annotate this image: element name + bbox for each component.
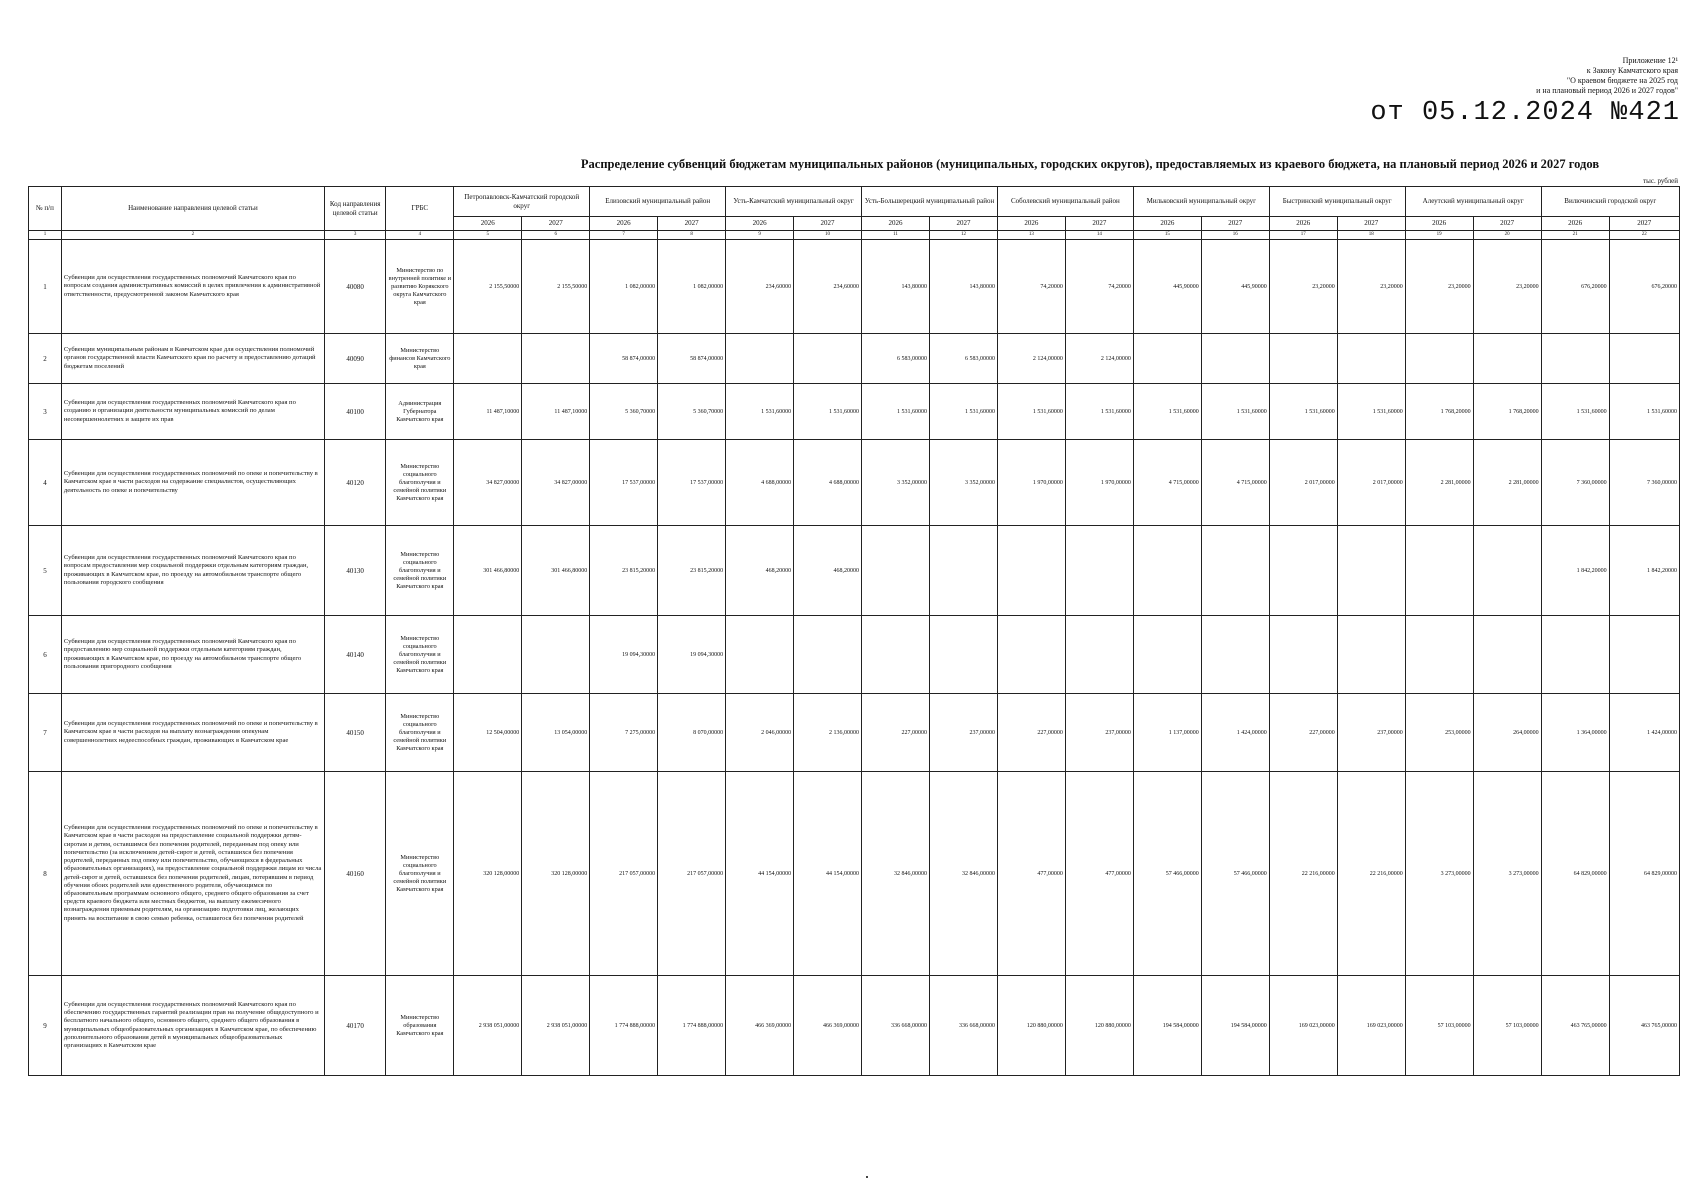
row-value: 57 466,00000 [1133, 772, 1201, 976]
appendix-line: Приложение 12¹ [1622, 56, 1678, 65]
row-value: 2 938 051,00000 [454, 976, 522, 1076]
row-value: 2 017,00000 [1269, 440, 1337, 526]
row-value: 8 070,00000 [658, 694, 726, 772]
header-year: 2027 [1201, 217, 1269, 231]
row-value: 237,00000 [929, 694, 997, 772]
row-value: 2 155,50000 [522, 240, 590, 334]
row-value: 2 281,00000 [1473, 440, 1541, 526]
row-value: 227,00000 [997, 694, 1065, 772]
row-value: 1 531,60000 [1269, 384, 1337, 440]
row-value [1337, 616, 1405, 694]
row-value: 2 046,00000 [726, 694, 794, 772]
row-value: 1 364,00000 [1541, 694, 1609, 772]
row-value [726, 334, 794, 384]
row-code: 40170 [324, 976, 385, 1076]
row-value: 19 094,30000 [590, 616, 658, 694]
column-number: 8 [658, 231, 726, 240]
row-number: 1 [29, 240, 62, 334]
row-value: 1 774 888,00000 [590, 976, 658, 1076]
row-value [454, 334, 522, 384]
row-name: Субвенции для осуществления государственных полномочий по опеке и попечительству в Камчатском крае в части расходов на содержание специалистов, осуществляющих деятельность по опеке и попечительству [61, 440, 324, 526]
row-code: 40160 [324, 772, 385, 976]
row-value: 34 827,00000 [522, 440, 590, 526]
row-value [522, 334, 590, 384]
column-number: 13 [997, 231, 1065, 240]
row-value: 1 842,20000 [1541, 526, 1609, 616]
header-year: 2027 [794, 217, 862, 231]
row-value [1405, 334, 1473, 384]
appendix-line: "О краевом бюджете на 2025 год [1566, 76, 1678, 85]
row-value: 23,20000 [1473, 240, 1541, 334]
row-value: 57 103,00000 [1473, 976, 1541, 1076]
row-value: 1 531,60000 [1133, 384, 1201, 440]
row-value: 64 829,00000 [1541, 772, 1609, 976]
row-value: 58 874,00000 [658, 334, 726, 384]
appendix-line: и на плановый период 2026 и 2027 годов" [1536, 86, 1678, 95]
row-value: 7 360,00000 [1609, 440, 1679, 526]
row-value [862, 526, 930, 616]
column-number: 6 [522, 231, 590, 240]
column-number: 17 [1269, 231, 1337, 240]
table-row [29, 616, 1680, 694]
row-value: 64 829,00000 [1609, 772, 1679, 976]
row-value: 13 054,00000 [522, 694, 590, 772]
row-value: 58 874,00000 [590, 334, 658, 384]
row-grbs: Министерство образования Камчатского края [386, 976, 454, 1076]
row-value [997, 526, 1065, 616]
row-value [794, 616, 862, 694]
row-value: 23,20000 [1405, 240, 1473, 334]
row-value: 2 124,00000 [1065, 334, 1133, 384]
header-year: 2026 [862, 217, 930, 231]
row-value: 32 846,00000 [862, 772, 930, 976]
row-value: 5 360,70000 [658, 384, 726, 440]
column-number: 21 [1541, 231, 1609, 240]
column-number: 11 [862, 231, 930, 240]
row-number: 8 [29, 772, 62, 976]
row-value: 4 715,00000 [1201, 440, 1269, 526]
row-code: 40090 [324, 334, 385, 384]
row-value: 1 531,60000 [929, 384, 997, 440]
row-value: 143,80000 [862, 240, 930, 334]
row-name: Субвенции для осуществления государственных полномочий Камчатского края по обеспечению государственных гарантий реализации прав на получение общедоступного и бесплатного начального общего, основного общего, среднего общего образования в муниципальных общеобразовательных организациях в Камчатском крае, по обеспечению дополнительного образования детей в муниципальных общеобразовательных организациях в Камчатском крае [61, 976, 324, 1076]
row-value: 320 128,00000 [454, 772, 522, 976]
row-value: 7 275,00000 [590, 694, 658, 772]
row-value: 234,60000 [726, 240, 794, 334]
table-row [29, 526, 1680, 616]
row-name: Субвенции для осуществления государственных полномочий по опеке и попечительству в Камчатском крае в части расходов на выплату вознаграждения опекунам совершеннолетних недееспособных граждан, проживающих в Камчатском крае [61, 694, 324, 772]
header-district: Вилючинский городской округ [1541, 187, 1679, 217]
document-title: Распределение субвенций бюджетам муниципальных районов (муниципальных, городских округов), предоставляемых из краевого бюджета, на плановый период 2026 и 2027 годов [580, 157, 1600, 171]
column-number: 3 [324, 231, 385, 240]
row-value [1473, 334, 1541, 384]
row-value: 5 360,70000 [590, 384, 658, 440]
row-value: 2 136,00000 [794, 694, 862, 772]
row-grbs: Министерство социального благополучия и семейной политики Камчатского края [386, 616, 454, 694]
row-value: 1 531,60000 [1609, 384, 1679, 440]
row-value: 1 531,60000 [862, 384, 930, 440]
header-year: 2026 [1133, 217, 1201, 231]
row-value: 4 688,00000 [726, 440, 794, 526]
header-district: Алеутский муниципальный округ [1405, 187, 1541, 217]
row-value [1541, 616, 1609, 694]
row-value: 477,00000 [1065, 772, 1133, 976]
row-value: 676,20000 [1541, 240, 1609, 334]
row-value: 1 970,00000 [997, 440, 1065, 526]
row-value [726, 616, 794, 694]
column-number: 14 [1065, 231, 1133, 240]
header-year: 2026 [997, 217, 1065, 231]
row-value: 22 216,00000 [1337, 772, 1405, 976]
row-grbs: Министерство социального благополучия и семейной политики Камчатского края [386, 440, 454, 526]
row-value: 4 715,00000 [1133, 440, 1201, 526]
row-value: 11 487,10000 [522, 384, 590, 440]
row-value: 2 281,00000 [1405, 440, 1473, 526]
row-code: 40080 [324, 240, 385, 334]
row-value: 237,00000 [1065, 694, 1133, 772]
units-label: тыс. рублей [1643, 177, 1678, 185]
row-name: Субвенции для осуществления государственных полномочий Камчатского края по предоставлению мер социальной поддержки отдельным категориям граждан, проживающих в Камчатском крае, по проезду на автомобильном транспорте общего пользования пригородного сообщения [61, 616, 324, 694]
row-value: 2 017,00000 [1337, 440, 1405, 526]
header-name: Наименование направления целевой статьи [61, 187, 324, 231]
column-number: 7 [590, 231, 658, 240]
row-value [929, 526, 997, 616]
row-grbs: Министерство по внутренней политике и развитию Корякского округа Камчатского края [386, 240, 454, 334]
subventions-table [28, 186, 1680, 1076]
row-value: 1 768,20000 [1405, 384, 1473, 440]
row-value: 120 880,00000 [1065, 976, 1133, 1076]
row-value [522, 616, 590, 694]
row-value: 301 466,80000 [522, 526, 590, 616]
row-value: 2 938 051,00000 [522, 976, 590, 1076]
row-value: 169 023,00000 [1269, 976, 1337, 1076]
row-value: 34 827,00000 [454, 440, 522, 526]
row-value [862, 616, 930, 694]
column-number: 9 [726, 231, 794, 240]
column-number: 12 [929, 231, 997, 240]
row-value [1337, 334, 1405, 384]
row-value: 1 137,00000 [1133, 694, 1201, 772]
column-number: 15 [1133, 231, 1201, 240]
row-grbs: Министерство финансов Камчатского края [386, 334, 454, 384]
row-value: 237,00000 [1337, 694, 1405, 772]
header-district: Мильковский муниципальный округ [1133, 187, 1269, 217]
column-number: 4 [386, 231, 454, 240]
header-year: 2026 [1269, 217, 1337, 231]
row-value: 11 487,10000 [454, 384, 522, 440]
row-value [1133, 616, 1201, 694]
row-value: 194 584,00000 [1201, 976, 1269, 1076]
row-value: 336 668,00000 [862, 976, 930, 1076]
row-grbs: Министерство социального благополучия и семейной политики Камчатского края [386, 772, 454, 976]
row-number: 4 [29, 440, 62, 526]
row-name: Субвенции для осуществления государственных полномочий Камчатского края по созданию и организации деятельности муниципальных комиссий по делам несовершеннолетних и защите их прав [61, 384, 324, 440]
row-code: 40130 [324, 526, 385, 616]
row-value: 23,20000 [1337, 240, 1405, 334]
row-value [1473, 526, 1541, 616]
row-value [1269, 526, 1337, 616]
row-value [454, 616, 522, 694]
column-number: 20 [1473, 231, 1541, 240]
row-value: 12 504,00000 [454, 694, 522, 772]
header-year: 2026 [1405, 217, 1473, 231]
row-value: 57 466,00000 [1201, 772, 1269, 976]
header-district: Быстринский муниципальный округ [1269, 187, 1405, 217]
date-number-stamp: от 05.12.2024 №421 [1370, 98, 1680, 128]
row-value: 466 369,00000 [726, 976, 794, 1076]
row-value: 468,20000 [726, 526, 794, 616]
row-value [1405, 526, 1473, 616]
row-value: 1 531,60000 [1065, 384, 1133, 440]
header-district: Петропавловск-Камчатский городской округ [454, 187, 590, 217]
row-value: 1 424,00000 [1609, 694, 1679, 772]
table-row [29, 976, 1680, 1076]
row-code: 40150 [324, 694, 385, 772]
row-value: 336 668,00000 [929, 976, 997, 1076]
row-value: 7 360,00000 [1541, 440, 1609, 526]
row-value: 1 531,60000 [1541, 384, 1609, 440]
row-value [1337, 526, 1405, 616]
row-value: 445,90000 [1201, 240, 1269, 334]
row-value: 227,00000 [862, 694, 930, 772]
row-value: 32 846,00000 [929, 772, 997, 976]
row-code: 40100 [324, 384, 385, 440]
row-value: 194 584,00000 [1133, 976, 1201, 1076]
row-name: Субвенции муниципальным районам в Камчатском крае для осуществления полномочий органов государственной власти Камчатского края по расчету и предоставлению дотаций бюджетам поселений [61, 334, 324, 384]
header-year: 2026 [1541, 217, 1609, 231]
row-value: 4 688,00000 [794, 440, 862, 526]
row-value: 466 369,00000 [794, 976, 862, 1076]
row-name: Субвенции для осуществления государственных полномочий Камчатского края по вопросам предоставления мер социальной поддержки отдельным категориям граждан, проживающих в Камчатском крае, по проезду на автомобильном транспорте общего пользования городского сообщения [61, 526, 324, 616]
row-value: 6 583,00000 [929, 334, 997, 384]
row-value [997, 616, 1065, 694]
row-value: 1 082,00000 [658, 240, 726, 334]
row-value [1065, 526, 1133, 616]
column-number: 19 [1405, 231, 1473, 240]
row-value: 17 537,00000 [590, 440, 658, 526]
row-value: 17 537,00000 [658, 440, 726, 526]
row-value: 445,90000 [1133, 240, 1201, 334]
header-year: 2027 [929, 217, 997, 231]
row-value: 463 765,00000 [1541, 976, 1609, 1076]
column-number: 1 [29, 231, 62, 240]
header-year: 2026 [590, 217, 658, 231]
row-value [929, 616, 997, 694]
row-value [1473, 616, 1541, 694]
row-value [1541, 334, 1609, 384]
row-value: 1 768,20000 [1473, 384, 1541, 440]
row-name: Субвенции для осуществления государственных полномочий Камчатского края по вопросам создания административных комиссий в целях привлечения к административной ответственности, предусмотренной законом Камчатского края [61, 240, 324, 334]
row-value [1133, 526, 1201, 616]
row-value: 227,00000 [1269, 694, 1337, 772]
row-value: 1 531,60000 [1337, 384, 1405, 440]
row-value: 1 842,20000 [1609, 526, 1679, 616]
column-number: 5 [454, 231, 522, 240]
header-year: 2026 [726, 217, 794, 231]
row-value [1065, 616, 1133, 694]
header-code: Код направления целевой статьи [324, 187, 385, 231]
row-value: 19 094,30000 [658, 616, 726, 694]
row-number: 6 [29, 616, 62, 694]
row-value: 3 352,00000 [929, 440, 997, 526]
row-value: 2 124,00000 [997, 334, 1065, 384]
header-year: 2027 [1609, 217, 1679, 231]
header-district: Соболевский муниципальный район [997, 187, 1133, 217]
row-value: 120 880,00000 [997, 976, 1065, 1076]
table-row [29, 240, 1680, 334]
row-value: 3 273,00000 [1405, 772, 1473, 976]
column-number: 16 [1201, 231, 1269, 240]
row-value [794, 334, 862, 384]
column-number: 10 [794, 231, 862, 240]
table-row [29, 384, 1680, 440]
row-grbs: Министерство социального благополучия и семейной политики Камчатского края [386, 526, 454, 616]
row-value [1133, 334, 1201, 384]
row-value: 57 103,00000 [1405, 976, 1473, 1076]
row-value [1201, 334, 1269, 384]
header-year: 2027 [1473, 217, 1541, 231]
row-value: 3 352,00000 [862, 440, 930, 526]
header-num: № п/п [29, 187, 62, 231]
row-value: 320 128,00000 [522, 772, 590, 976]
scan-mark [866, 1176, 868, 1178]
header-year: 2027 [522, 217, 590, 231]
row-grbs: Министерство социального благополучия и семейной политики Камчатского края [386, 694, 454, 772]
row-value: 253,00000 [1405, 694, 1473, 772]
row-value: 1 531,60000 [997, 384, 1065, 440]
table-row [29, 334, 1680, 384]
table-row [29, 694, 1680, 772]
table-row [29, 440, 1680, 526]
row-number: 3 [29, 384, 62, 440]
row-value: 264,00000 [1473, 694, 1541, 772]
row-value: 143,80000 [929, 240, 997, 334]
row-value: 22 216,00000 [1269, 772, 1337, 976]
appendix-line: к Закону Камчатского края [1586, 66, 1678, 75]
column-number: 18 [1337, 231, 1405, 240]
row-value: 169 023,00000 [1337, 976, 1405, 1076]
row-value: 74,20000 [1065, 240, 1133, 334]
row-number: 5 [29, 526, 62, 616]
row-value: 301 466,80000 [454, 526, 522, 616]
row-value: 1 531,60000 [726, 384, 794, 440]
row-value: 1 082,00000 [590, 240, 658, 334]
column-number: 2 [61, 231, 324, 240]
row-value: 463 765,00000 [1609, 976, 1679, 1076]
header-year: 2027 [658, 217, 726, 231]
row-value: 23 815,20000 [590, 526, 658, 616]
row-value [1269, 334, 1337, 384]
row-value: 74,20000 [997, 240, 1065, 334]
row-value [1405, 616, 1473, 694]
row-value: 23,20000 [1269, 240, 1337, 334]
header-grbs: ГРБС [386, 187, 454, 231]
header-district: Елизовский муниципальный район [590, 187, 726, 217]
row-value [1201, 526, 1269, 616]
row-code: 40140 [324, 616, 385, 694]
row-value: 1 531,60000 [794, 384, 862, 440]
row-number: 7 [29, 694, 62, 772]
appendix-block [1418, 56, 1678, 96]
row-value: 1 531,60000 [1201, 384, 1269, 440]
header-year: 2026 [454, 217, 522, 231]
row-number: 2 [29, 334, 62, 384]
row-value [1609, 616, 1679, 694]
row-value: 6 583,00000 [862, 334, 930, 384]
row-value: 676,20000 [1609, 240, 1679, 334]
row-value [1201, 616, 1269, 694]
row-code: 40120 [324, 440, 385, 526]
header-district: Усть-Камчатский муниципальный округ [726, 187, 862, 217]
row-value: 1 424,00000 [1201, 694, 1269, 772]
row-value: 1 970,00000 [1065, 440, 1133, 526]
row-value: 234,60000 [794, 240, 862, 334]
row-value: 23 815,20000 [658, 526, 726, 616]
header-year: 2027 [1337, 217, 1405, 231]
header-district: Усть-Большерецкий муниципальный район [862, 187, 998, 217]
row-value: 217 057,00000 [658, 772, 726, 976]
row-value: 2 155,50000 [454, 240, 522, 334]
row-value: 477,00000 [997, 772, 1065, 976]
table-row [29, 772, 1680, 976]
row-value: 217 057,00000 [590, 772, 658, 976]
row-value: 44 154,00000 [726, 772, 794, 976]
row-number: 9 [29, 976, 62, 1076]
row-value: 3 273,00000 [1473, 772, 1541, 976]
header-year: 2027 [1065, 217, 1133, 231]
row-grbs: Администрация Губернатора Камчатского края [386, 384, 454, 440]
column-number: 22 [1609, 231, 1679, 240]
row-name: Субвенции для осуществления государственных полномочий по опеке и попечительству в Камчатском крае в части расходов на предоставление социальной поддержки детям-сиротам и детям, оставшимся без попечения родителей, переданным под опеку или попечительство (за исключением детей-сирот и детей, оставшихся без попечения родителей, переданных под опеку или попечительство, обучающихся в федеральных образовательных организациях), на предоставление социальной поддержки лицам из числа детей-сирот и детей, оставшихся без попечения родителей, лицам, потерявшим в период обучения обоих родителей или единственного родителя, обучающимся по образовательным программам основного общего, среднего общего образования за счет средств краевого бюджета или местных бюджетов, на выплату ежемесячного вознаграждения приемным родителям, на организацию подготовки лиц, желающих принять на воспитание в свою семью ребенка, оставшегося без попечения родителей [61, 772, 324, 976]
row-value: 44 154,00000 [794, 772, 862, 976]
row-value [1269, 616, 1337, 694]
row-value: 468,20000 [794, 526, 862, 616]
row-value [1609, 334, 1679, 384]
row-value: 1 774 888,00000 [658, 976, 726, 1076]
